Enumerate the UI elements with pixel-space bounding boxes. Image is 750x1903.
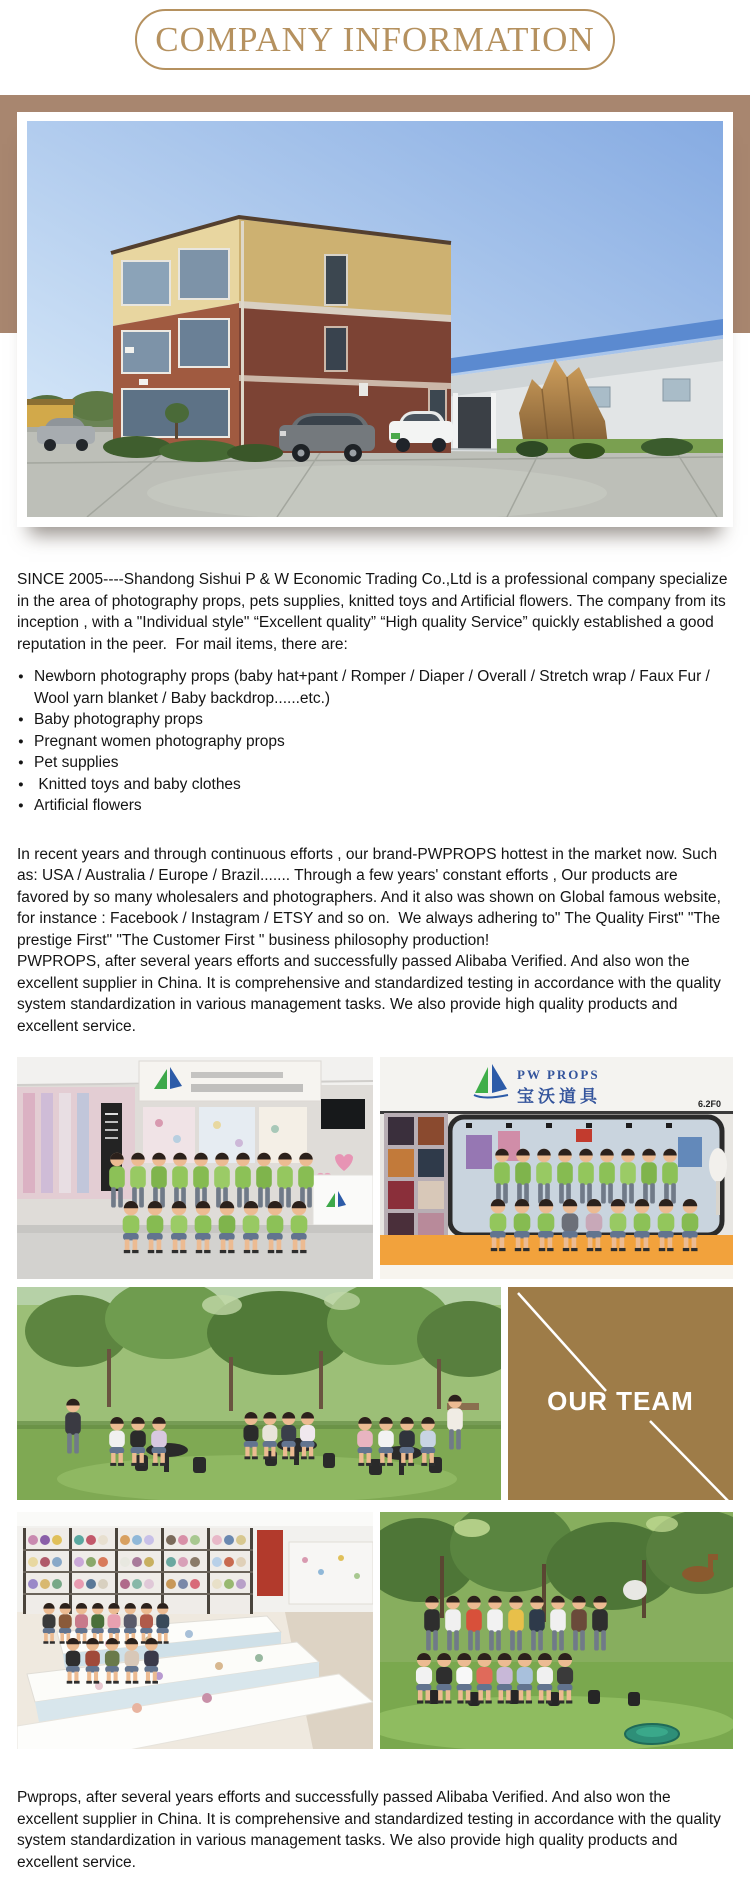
list-item: ● Newborn photography props (baby hat+pant / Romper / Diaper / Overall / Stretch wrap / Faux Fur / Wool yarn blanket / Baby backdrop......etc.) — [17, 666, 733, 709]
brand-name-en: PW PROPS — [517, 1067, 600, 1082]
collage-row-3 — [17, 1512, 733, 1749]
list-item: ● Pregnant women photography props — [17, 731, 733, 753]
collage-row-2 — [17, 1287, 733, 1500]
hero-photo-card — [17, 112, 733, 527]
booth-floor — [17, 1225, 373, 1279]
garden-gathering-photo — [17, 1287, 501, 1500]
tradeshow-booth-photo-2 — [380, 1057, 733, 1279]
list-item: ● Artificial flowers — [17, 795, 733, 817]
photo-collage — [17, 1057, 733, 1749]
list-item: ● Pet supplies — [17, 752, 733, 774]
workshop-photo — [17, 1512, 373, 1749]
outro-paragraph: Pwprops, after several years efforts and successfully passed Alibaba Verified. And also won the excellent supplier in China. It is comprehensive and standardized testing in accordance with the quality system standardization in various management tasks. We also provide high quality products and excellent service. — [17, 1789, 726, 1871]
yarn-shelves — [23, 1528, 253, 1614]
well-cover — [625, 1724, 679, 1744]
product-bullet-list — [17, 666, 733, 817]
factory-building-photo — [27, 121, 723, 517]
collage-row-1 — [17, 1057, 733, 1279]
hero-section — [0, 95, 750, 543]
our-team-label: OUR TEAM — [547, 1386, 694, 1416]
brand-name-cn: 宝沃道具 — [517, 1087, 601, 1106]
our-team-block — [508, 1287, 733, 1500]
intro-paragraph: SINCE 2005----Shandong Sishui P & W Economic Trading Co.,Ltd is a professional company specialize in the area of photography props, pets supplies, knitted toys and Artificial flowers. The company from its inception , with a "Individual style" “Excellent quality” “High quality Service” quickly established a good reputation in the peer. For mail items, there are: — [17, 571, 732, 653]
red-door — [257, 1530, 283, 1596]
header — [0, 0, 750, 70]
white-sculpture — [623, 1580, 647, 1600]
white-cabinet — [289, 1542, 373, 1604]
page-title: COMPANY INFORMATION — [135, 9, 614, 70]
list-item: ● Baby photography props — [17, 709, 733, 731]
booth-tv — [321, 1099, 365, 1129]
booth-banner — [139, 1061, 321, 1101]
tradeshow-booth-photo-1 — [17, 1057, 373, 1279]
verified-paragraph: PWPROPS, after several years efforts and successfully passed Alibaba Verified. And also won the excellent supplier in China. It is comprehensive and standardized testing in accordance with the quality system standardization in various management tasks. We also provide high quality products and excellent service. — [17, 953, 726, 1035]
list-item: ● Knitted toys and baby clothes — [17, 774, 733, 796]
brand-paragraph: In recent years and through continuous efforts , our brand-PWPROPS hottest in the market now. Such as: USA / Australia / Europe / Brazil....... Through a few years' constant efforts , Our products are favored by so many wholesalers and photographers. And it also was shown on Global famous website, for instance : Facebook / Instagram / ETSY and so on. We always adhering to" The Quality First" "The prestige First" "The Customer First " business philosophy production! — [17, 845, 726, 949]
outdoor-group-photo — [380, 1512, 733, 1749]
booth-number: 6.2F0 — [698, 1099, 722, 1109]
reception-counter — [313, 1175, 373, 1225]
